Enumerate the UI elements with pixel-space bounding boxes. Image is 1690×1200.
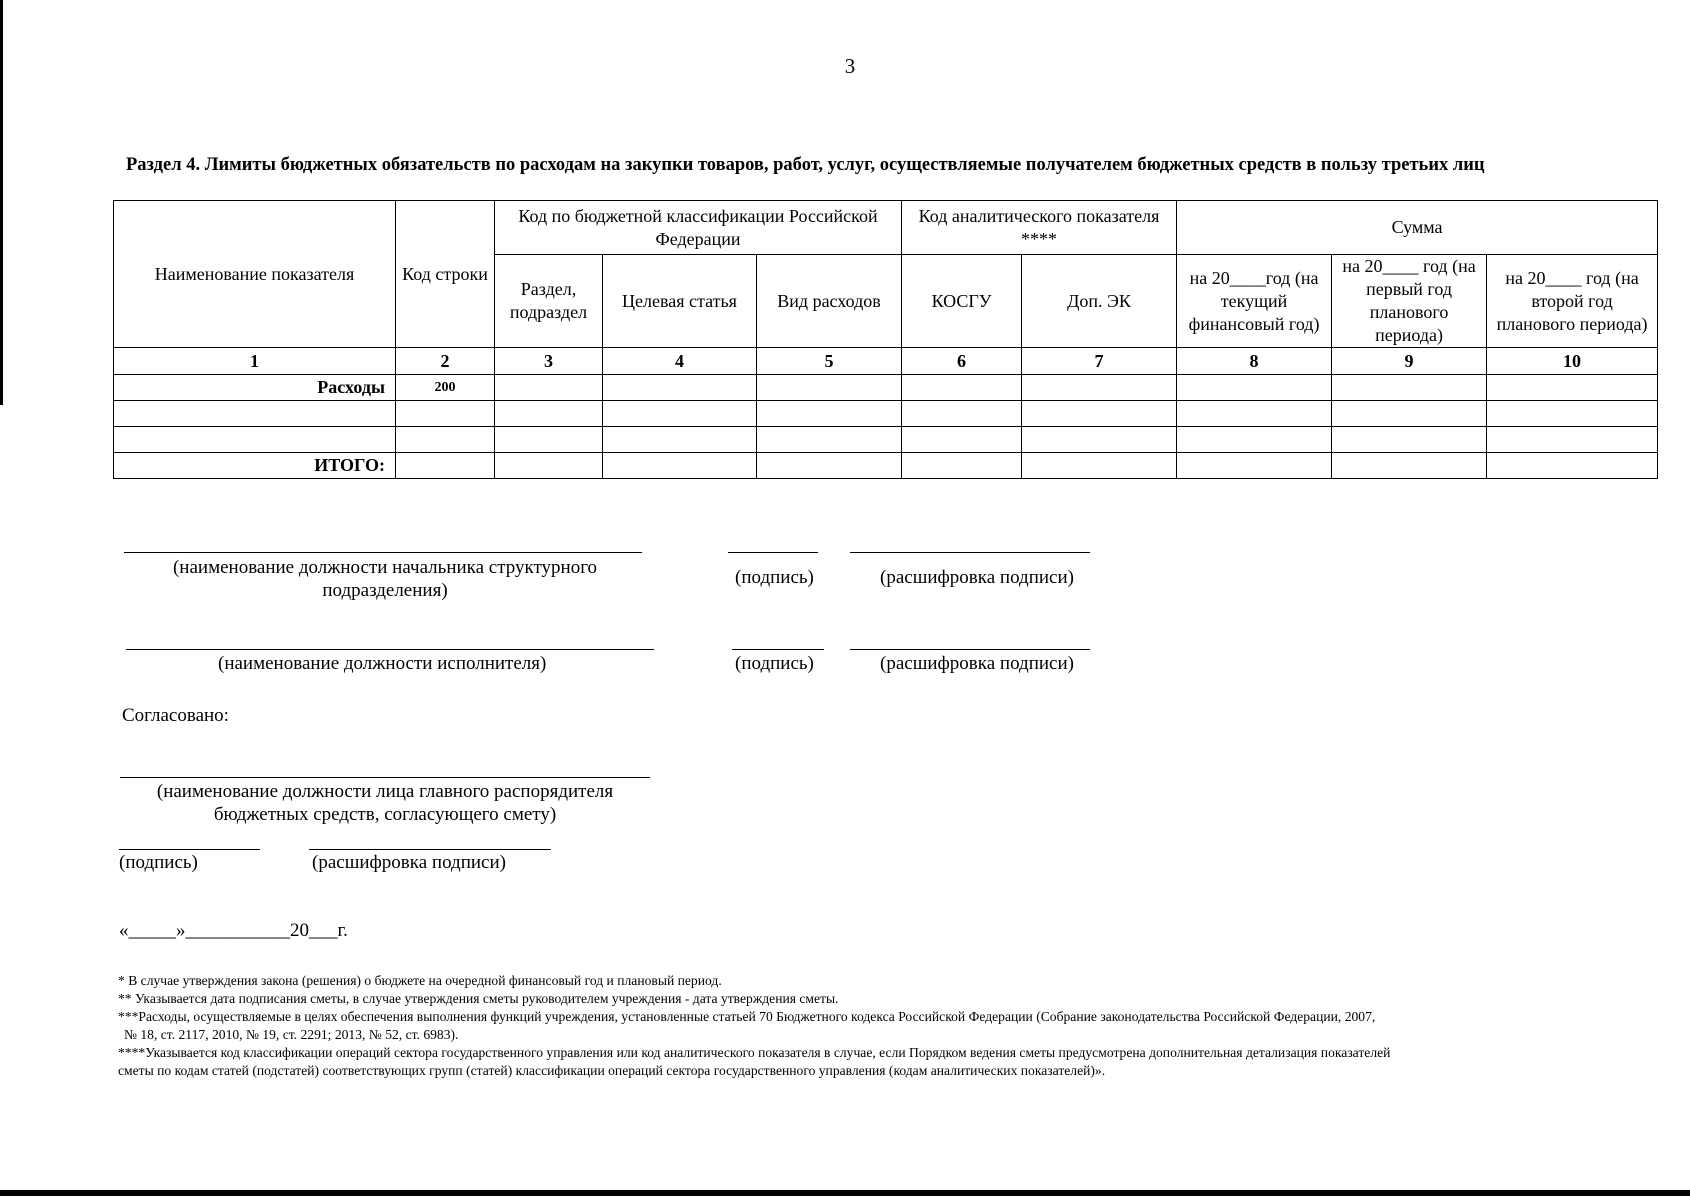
table-cell[interactable] (396, 427, 495, 453)
column-number: 5 (757, 348, 902, 375)
table-cell[interactable] (495, 375, 603, 401)
header-target-article: Целевая статья (603, 255, 757, 348)
section-title: Раздел 4. Лимиты бюджетных обязательств по расходам на закупки товаров, работ, услуг, осуществляемые получателем бюджетных средств в пользу третьих лиц (126, 155, 1485, 175)
table-cell[interactable] (1487, 453, 1658, 479)
table-cell[interactable] (1332, 401, 1487, 427)
table-cell[interactable] (1022, 375, 1177, 401)
left-margin-bar (0, 0, 3, 405)
agreeing-decoding-caption: (расшифровка подписи) (312, 852, 506, 873)
total-label: ИТОГО: (114, 453, 396, 479)
table-cell[interactable] (902, 453, 1022, 479)
table-cell[interactable] (1487, 401, 1658, 427)
column-number: 6 (902, 348, 1022, 375)
table-cell[interactable] (495, 427, 603, 453)
total-row (114, 453, 1658, 479)
header-row-1 (114, 201, 1658, 255)
head-signature-caption: (подпись) (735, 567, 814, 588)
column-number: 8 (1177, 348, 1332, 375)
table-cell[interactable] (1487, 427, 1658, 453)
column-number: 3 (495, 348, 603, 375)
expenses-label: Расходы (114, 375, 396, 401)
executor-signature-line[interactable] (732, 649, 824, 650)
column-number: 1 (114, 348, 396, 375)
table-cell[interactable] (1022, 427, 1177, 453)
table-cell[interactable] (603, 427, 757, 453)
table-cell[interactable] (114, 401, 396, 427)
head-position-line[interactable] (124, 552, 642, 553)
table-cell[interactable] (1487, 375, 1658, 401)
agreeing-decoding-line[interactable] (309, 849, 551, 850)
expenses-row (114, 375, 1658, 401)
header-dop-ek: Доп. ЭК (1022, 255, 1177, 348)
table-row (114, 427, 1658, 453)
column-number: 10 (1487, 348, 1658, 375)
executor-position-caption: (наименование должности исполнителя) (218, 653, 547, 674)
head-signature-line[interactable] (728, 552, 818, 553)
agreeing-signature-caption: (подпись) (119, 852, 198, 873)
table-cell[interactable] (1177, 375, 1332, 401)
table-cell[interactable] (1022, 401, 1177, 427)
table-cell[interactable] (1332, 427, 1487, 453)
table-cell[interactable] (1332, 375, 1487, 401)
executor-decoding-caption: (расшифровка подписи) (880, 653, 1074, 674)
agreeing-position-caption: (наименование должности лица главного распорядителя бюджетных средств, согласующего смету) (156, 781, 614, 825)
page-number: 3 (844, 54, 856, 78)
column-number: 2 (396, 348, 495, 375)
table-cell[interactable] (495, 401, 603, 427)
footnote: ** Указывается дата подписания сметы, в случае утверждения сметы руководителем учреждения - дата утверждения сметы. (118, 991, 839, 1006)
table-cell[interactable] (902, 401, 1022, 427)
table-cell[interactable] (396, 401, 495, 427)
date-line[interactable]: «_____»___________20___г. (119, 920, 348, 941)
header-budget-classification: Код по бюджетной классификации Российской Федерации (495, 201, 902, 255)
table-cell[interactable] (114, 427, 396, 453)
table-cell[interactable] (757, 401, 902, 427)
table-cell[interactable] (1177, 427, 1332, 453)
table-cell[interactable] (757, 375, 902, 401)
header-section: Раздел, подраздел (495, 255, 603, 348)
header-kosgu: КОСГУ (902, 255, 1022, 348)
column-number-row (114, 348, 1658, 375)
table-cell[interactable] (603, 401, 757, 427)
executor-decoding-line[interactable] (850, 649, 1090, 650)
budget-limits-table (113, 200, 1658, 479)
executor-signature-caption: (подпись) (735, 653, 814, 674)
table-cell[interactable] (396, 453, 495, 479)
table-cell[interactable] (1022, 453, 1177, 479)
header-year-first: на 20____ год (на первый год планового периода) (1332, 255, 1487, 348)
table-cell[interactable] (603, 375, 757, 401)
header-expense-type: Вид расходов (757, 255, 902, 348)
expenses-code: 200 (396, 375, 495, 401)
agreeing-position-line[interactable] (120, 777, 650, 778)
header-row-code: Код строки (396, 201, 495, 348)
footnote: № 18, ст. 2117, 2010, № 19, ст. 2291; 2013, № 52, ст. 6983). (124, 1027, 459, 1042)
table-cell[interactable] (757, 427, 902, 453)
header-indicator-name: Наименование показателя (114, 201, 396, 348)
agreeing-signature-line[interactable] (119, 849, 260, 850)
table-cell[interactable] (1332, 453, 1487, 479)
header-analytic-code: Код аналитического показателя **** (902, 201, 1177, 255)
head-decoding-line[interactable] (850, 552, 1090, 553)
column-number: 7 (1022, 348, 1177, 375)
header-year-second: на 20____ год (на второй год планового периода) (1487, 255, 1658, 348)
executor-position-line[interactable] (126, 649, 654, 650)
header-sum: Сумма (1177, 201, 1658, 255)
footnote: сметы по кодам статей (подстатей) соответствующих групп (статей) классификации операций сектора государственного управления (кодам аналитических показателей)». (118, 1063, 1106, 1078)
footnotes (118, 972, 1638, 1080)
footnote: ****Указывается код классификации операций сектора государственного управления или код аналитического показателя в случае, если Порядком ведения сметы предусмотрена дополнительная детализация показателей (118, 1045, 1391, 1060)
footnote: * В случае утверждения закона (решения) о бюджете на очередной финансовый год и плановый период. (118, 973, 722, 988)
bottom-edge-bar (0, 1190, 1690, 1196)
table-cell[interactable] (603, 453, 757, 479)
table-cell[interactable] (902, 427, 1022, 453)
table-cell[interactable] (1177, 453, 1332, 479)
head-position-caption: (наименование должности начальника структурного подразделения) (172, 557, 598, 601)
table-cell[interactable] (495, 453, 603, 479)
column-number: 9 (1332, 348, 1487, 375)
column-number: 4 (603, 348, 757, 375)
table-row (114, 401, 1658, 427)
table-cell[interactable] (1177, 401, 1332, 427)
table-cell[interactable] (902, 375, 1022, 401)
head-decoding-caption: (расшифровка подписи) (880, 567, 1074, 588)
agreed-label: Согласовано: (122, 705, 229, 726)
footnote: ***Расходы, осуществляемые в целях обеспечения выполнения функций учреждения, установленные статьей 70 Бюджетного кодекса Российской Федерации (Собрание законодательства Российской Федерации, 2007, (118, 1009, 1376, 1024)
table-cell[interactable] (757, 453, 902, 479)
header-year-current: на 20____год (на текущий финансовый год) (1177, 255, 1332, 348)
